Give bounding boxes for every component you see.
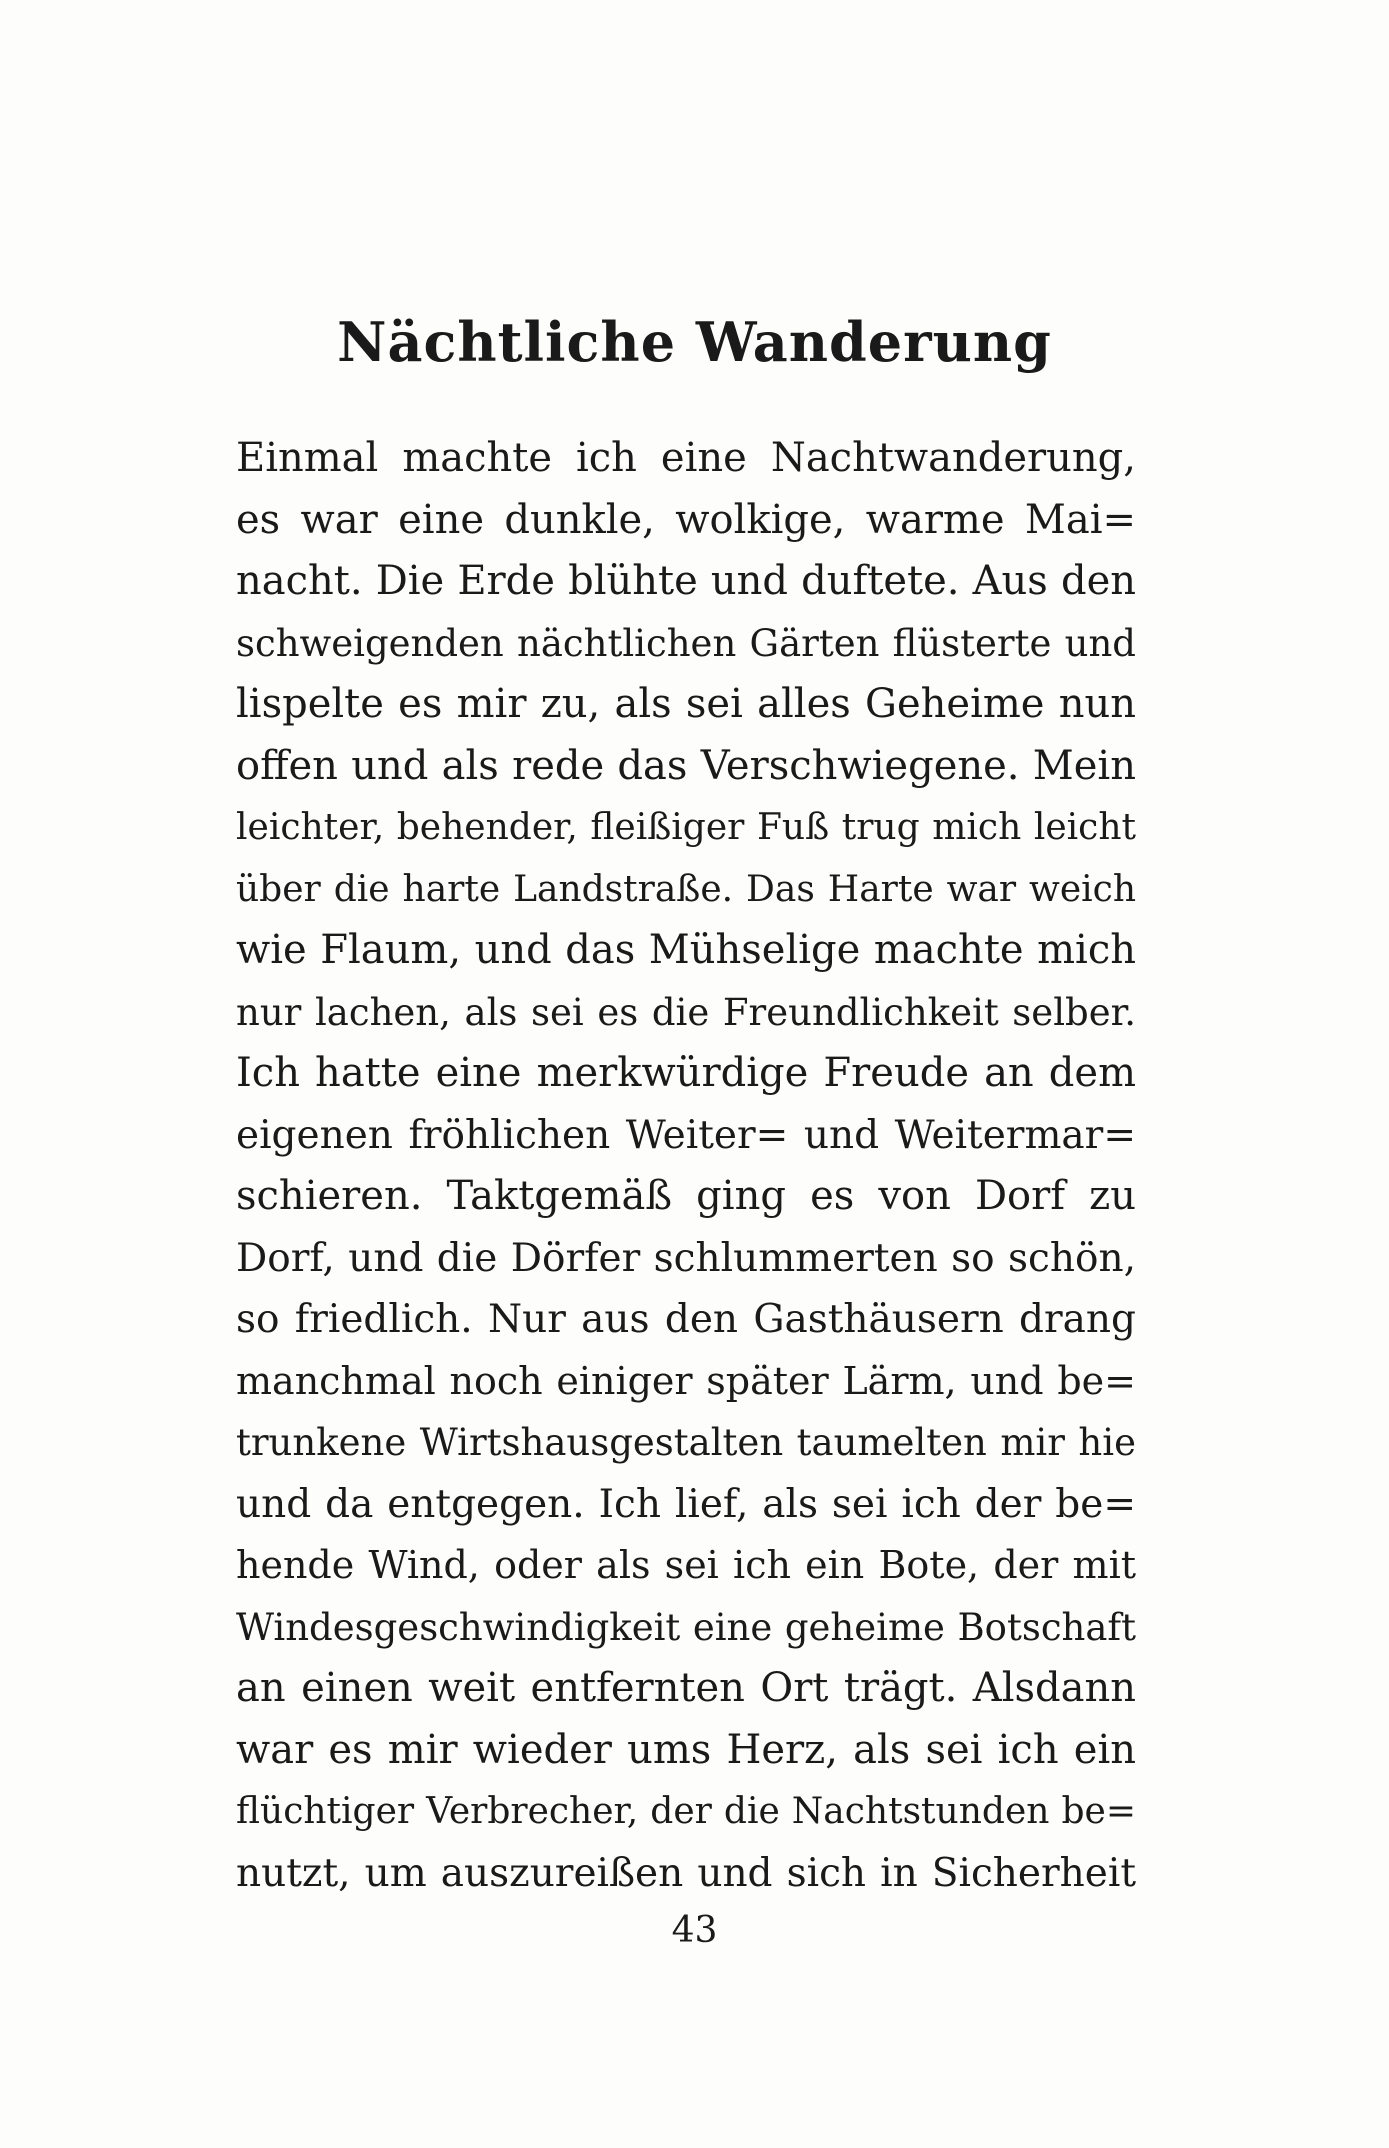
text-line: nacht. Die Erde blühte und duftete. Aus den <box>236 558 1136 604</box>
text-line: lispelte es mir zu, als sei alles Geheime nun <box>236 681 1136 727</box>
text-line: und da entgegen. Ich lief, als sei ich der be= <box>236 1481 1136 1527</box>
text-line: nutzt, um auszureißen und sich in Sicherheit <box>236 1850 1136 1896</box>
text-line: war es mir wieder ums Herz, als sei ich ein <box>236 1726 1136 1773</box>
text-line: wie Flaum, und das Mühselige machte mich <box>236 927 1136 973</box>
text-line: manchmal noch einiger später Lärm, und be= <box>236 1358 1136 1403</box>
text-line: über die harte Landstraße. Das Harte war weich <box>236 868 1136 910</box>
text-line: Dorf, und die Dörfer schlummerten so schön, <box>236 1235 1136 1281</box>
text-line: offen und als rede das Verschwiegene. Mein <box>236 742 1136 789</box>
text-line: schieren. Taktgemäß ging es von Dorf zu <box>236 1173 1136 1219</box>
text-line: so friedlich. Nur aus den Gasthäusern drang <box>236 1297 1136 1342</box>
chapter-title: Nächtliche Wanderung <box>337 310 1052 374</box>
text-line: hende Wind, oder als sei ich ein Bote, der mit <box>236 1543 1136 1587</box>
text-line: flüchtiger Verbrecher, der die Nachtstunden be= <box>236 1791 1136 1832</box>
text-line: leichter, behender, fleißiger Fuß trug mich leicht <box>236 807 1136 848</box>
text-line: Windesgeschwindigkeit eine geheime Botschaft <box>236 1605 1136 1649</box>
text-line: Einmal machte ich eine Nachtwanderung, <box>236 435 1136 481</box>
text-line: trunkene Wirtshausgestalten taumelten mir hie <box>236 1421 1136 1464</box>
text-line: an einen weit entfernten Ort trägt. Alsdann <box>236 1665 1136 1711</box>
text-line: eigenen fröhlichen Weiter= und Weitermar= <box>236 1112 1136 1158</box>
text-line: nur lachen, als sei es die Freundlichkeit selber. <box>236 990 1136 1034</box>
text-line: es war eine dunkle, wolkige, warme Mai= <box>236 496 1136 543</box>
text-line: Ich hatte eine merkwürdige Freude an dem <box>236 1050 1136 1096</box>
page-number: 43 <box>671 1910 718 1951</box>
text-line: schweigenden nächtlichen Gärten flüsterte und <box>236 621 1136 665</box>
body-text <box>236 428 1136 1904</box>
